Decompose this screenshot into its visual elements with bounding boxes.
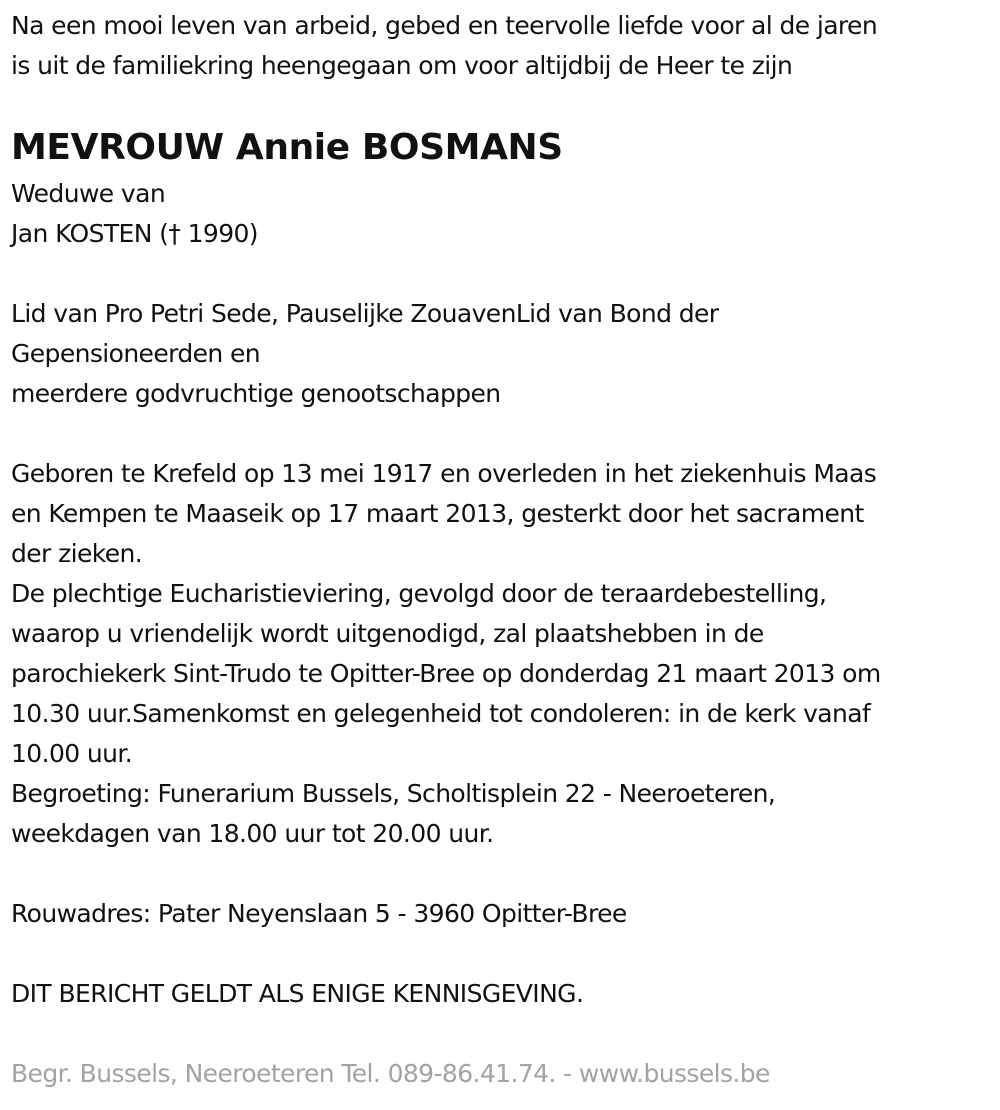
cross-icon: † <box>168 219 181 248</box>
details-line-3: der zieken. <box>11 539 143 568</box>
details-line-5: waarop u vriendelijk wordt uitgenodigd, zal plaatshebben in de <box>11 619 764 648</box>
details-line-6: parochiekerk Sint-Trudo te Opitter-Bree op donderdag 21 maart 2013 om <box>11 659 881 688</box>
spacer <box>11 854 996 894</box>
death-notice <box>11 6 996 1014</box>
details-line-2: en Kempen te Maaseik op 17 maart 2013, gesterkt door het sacrament <box>11 499 864 528</box>
intro-line-1: Na een mooi leven van arbeid, gebed en teervolle liefde voor al de jaren <box>11 11 878 40</box>
spouse-line <box>11 214 996 254</box>
spouse-year: 1990) <box>180 219 258 248</box>
spacer <box>11 934 996 974</box>
intro-line-2: is uit de familiekring heengegaan om voor altijdbij de Heer te zijn <box>11 51 793 80</box>
deceased-name: MEVROUW Annie BOSMANS <box>11 127 563 168</box>
details-line-1: Geboren te Krefeld op 13 mei 1917 en overleden in het ziekenhuis Maas <box>11 459 877 488</box>
spouse-name: Jan KOSTEN ( <box>11 219 169 248</box>
details-line-8: 10.00 uur. <box>11 739 133 768</box>
details-line-7: 10.30 uur.Samenkomst en gelegenheid tot condoleren: in de kerk vanaf <box>11 699 871 728</box>
spacer <box>11 254 996 294</box>
notice-statement: DIT BERICHT GELDT ALS ENIGE KENNISGEVING. <box>11 979 584 1008</box>
membership-line-2: Gepensioneerden en <box>11 339 261 368</box>
widow-label: Weduwe van <box>11 179 166 208</box>
spacer <box>11 414 996 454</box>
details-line-4: De plechtige Eucharistieviering, gevolgd door de teraardebestelling, <box>11 579 827 608</box>
mourning-address: Rouwadres: Pater Neyenslaan 5 - 3960 Opitter-Bree <box>11 899 627 928</box>
membership-line-1: Lid van Pro Petri Sede, Pauselijke ZouavenLid van Bond der <box>11 299 719 328</box>
details-line-10: weekdagen van 18.00 uur tot 20.00 uur. <box>11 819 494 848</box>
funeral-home-footer: Begr. Bussels, Neeroeteren Tel. 089-86.41.74. - www.bussels.be <box>11 1059 770 1088</box>
details-line-9: Begroeting: Funerarium Bussels, Scholtisplein 22 - Neeroeteren, <box>11 779 776 808</box>
membership-line-3: meerdere godvruchtige genootschappen <box>11 379 501 408</box>
